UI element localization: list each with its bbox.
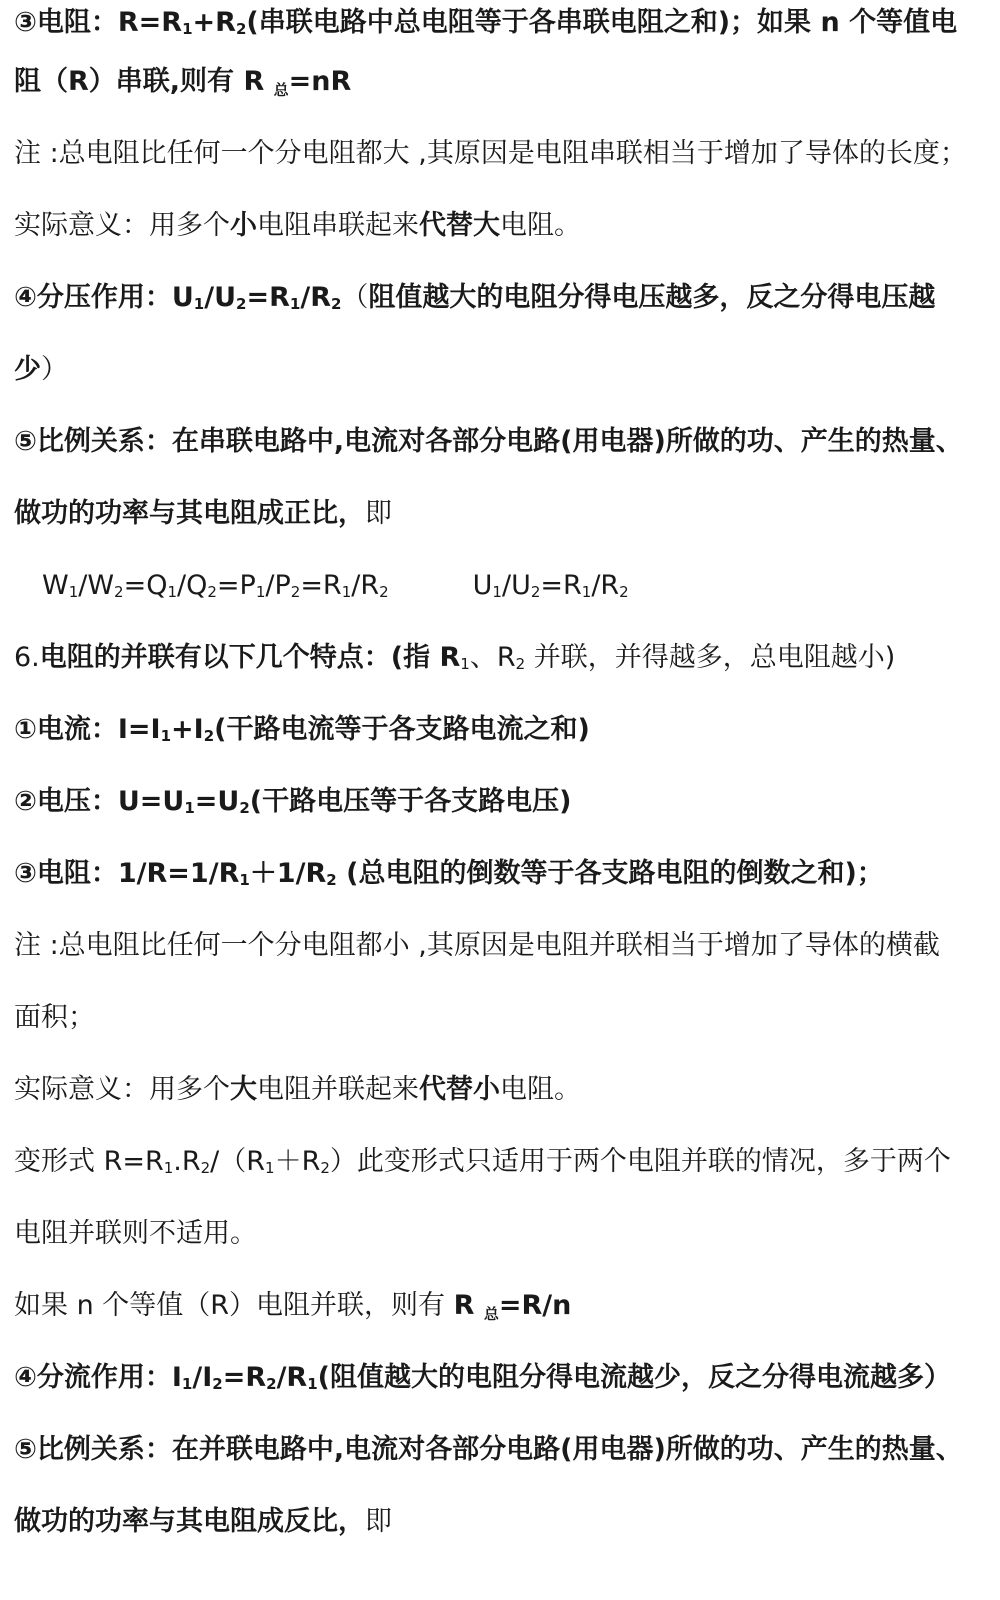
text: /U (204, 282, 237, 313)
parallel-resistance-line (14, 838, 986, 910)
text: 即 (365, 1506, 392, 1537)
subscript: 2 (235, 20, 247, 38)
text: ④分压作用：U (14, 282, 194, 313)
text: =P (216, 570, 256, 601)
text: ②电压：U=U (14, 786, 185, 817)
text: ①电流：I=I (14, 714, 161, 745)
subscript: 1 (460, 655, 470, 673)
series-note-line (14, 118, 986, 190)
text: =Q (123, 570, 168, 601)
text: ⑤比例关系：在并联电路中,电流对各部分电路(用电器)所做的功、产生的热量、 (14, 1434, 963, 1465)
text: 代替小 (419, 1074, 500, 1105)
subscript: 2 (236, 295, 247, 313)
text: 小 (230, 210, 257, 241)
text: ）此变形式只适用于两个电阻并联的情况，多于两个 (329, 1146, 951, 1177)
text: 电阻串联起来 (257, 210, 419, 241)
voltage-division-cont-line (14, 334, 986, 406)
text: W (42, 570, 69, 601)
series-formulas-line (14, 550, 986, 622)
text: 实际意义：用多个 (14, 210, 230, 241)
text: (串联电路中总电阻等于各串联电阻之和)；如果 n 个等值电 (246, 7, 958, 38)
subscript: 2 (320, 1159, 330, 1177)
text: /R (351, 570, 380, 601)
text: 实际意义：用多个 (14, 1074, 230, 1105)
text: +R (192, 7, 236, 38)
subscript: 1 (68, 583, 79, 601)
text: /I (192, 1362, 213, 1393)
text: 注 :总电阻比任何一个分电阻都小 ,其原因是电阻并联相当于增加了导体的横截 (14, 930, 940, 961)
text: /R (591, 570, 620, 601)
text: 电阻并联则不适用。 (14, 1218, 257, 1249)
text: （ (341, 282, 369, 313)
parallel-variant-formula-line (14, 1126, 986, 1198)
text: 变形式 R=R (14, 1146, 164, 1177)
text: /R (276, 1362, 308, 1393)
subscript: 2 (207, 583, 217, 601)
subscript: 1 (182, 20, 193, 38)
subscript: 1 (163, 1159, 174, 1177)
subscript: 2 (379, 583, 389, 601)
series-resistance-line (14, 0, 986, 46)
series-equal-resistors-line (14, 46, 986, 118)
parallel-proportion-line (14, 1414, 986, 1486)
text: /W (78, 570, 115, 601)
text: 阻值越大的电阻分得电压越多，反之分得电压越 (368, 282, 936, 313)
text: 大 (230, 1074, 257, 1105)
text: (指 R (390, 642, 461, 673)
text: ④分流作用：I (14, 1362, 182, 1393)
parallel-heading-line (14, 622, 986, 694)
text: /P (265, 570, 291, 601)
text: (干路电流等于各支路电流之和) (214, 714, 590, 745)
series-practical-meaning-line (14, 190, 986, 262)
text: 面积； (14, 1002, 95, 1033)
text: ） (41, 354, 68, 385)
subscript: 2 (200, 1159, 211, 1177)
subscript: 1 (193, 295, 205, 313)
subscript: 2 (114, 583, 124, 601)
text: 并联，并得越多，总电阻越小) (525, 642, 896, 673)
subscript: 1 (239, 871, 250, 889)
text: /Q (177, 570, 208, 601)
text: 电阻。 (500, 210, 581, 241)
text: .R (173, 1146, 201, 1177)
text: 注 :总电阻比任何一个分电阻都大 ,其原因是电阻串联相当于增加了导体的长度； (14, 138, 967, 169)
subscript: 1 (160, 727, 172, 745)
parallel-practical-meaning-line (14, 1054, 986, 1126)
voltage-division-line (14, 262, 986, 334)
parallel-note-cont-line (14, 982, 986, 1054)
subscript: 2 (619, 583, 629, 601)
parallel-variant-cont-line (14, 1198, 986, 1270)
text: =U (194, 786, 240, 817)
text: 如果 n 个等值（R）电阻并联，则有 (14, 1290, 454, 1321)
text: /R (300, 282, 331, 313)
subscript: 1 (255, 583, 266, 601)
subscript: 1 (492, 583, 502, 601)
subscript: 2 (266, 1375, 277, 1393)
parallel-equal-resistors-line (14, 1270, 986, 1342)
text: 、R (469, 642, 516, 673)
text: R (453, 1290, 484, 1321)
subscript: 总 (483, 1305, 499, 1323)
text: ③电阻：R=R (14, 7, 183, 38)
text: 电阻。 (500, 1074, 581, 1105)
parallel-current-line (14, 694, 986, 766)
text: 即 (365, 498, 392, 529)
text: (干路电压等于各支路电压) (249, 786, 572, 817)
subscript: 2 (212, 1375, 223, 1393)
current-division-line (14, 1342, 986, 1414)
text: 阻（R）串联,则有 R (14, 66, 274, 97)
subscript: 1 (289, 295, 301, 313)
text: ③电阻：1/R=1/R (14, 858, 240, 889)
text: =R (246, 282, 290, 313)
text: /（R (210, 1146, 266, 1177)
subscript: 1 (265, 1159, 275, 1177)
subscript: 1 (307, 1375, 318, 1393)
text: =nR (288, 66, 352, 97)
series-proportion-line (14, 406, 986, 478)
subscript: 1 (184, 799, 195, 817)
text: 做功的功率与其电阻成正比， (14, 498, 365, 529)
subscript: 1 (341, 583, 352, 601)
subscript: 2 (290, 583, 301, 601)
text: ⑤比例关系：在串联电路中,电流对各部分电路(用电器)所做的功、产生的热量、 (14, 426, 963, 457)
text: 电阻并联起来 (257, 1074, 419, 1105)
text: (阻值越大的电阻分得电流越少，反之分得电流越多） (317, 1362, 951, 1393)
subscript: 1 (181, 1375, 193, 1393)
text: 6. (14, 642, 40, 673)
text: +I (171, 714, 204, 745)
text: =R (222, 1362, 267, 1393)
text: 少 (14, 354, 41, 385)
text: =R/n (498, 1290, 572, 1321)
text: =R (540, 570, 582, 601)
text: U (472, 570, 493, 601)
series-proportion-cont-line (14, 478, 986, 550)
parallel-proportion-cont-line (14, 1486, 986, 1558)
text: =R (300, 570, 342, 601)
subscript: 1 (167, 583, 178, 601)
parallel-note-line (14, 910, 986, 982)
text: 电阻的并联有以下几个特点： (39, 642, 391, 673)
subscript: 2 (330, 295, 342, 313)
text: 做功的功率与其电阻成反比， (14, 1506, 365, 1537)
subscript: 总 (273, 81, 289, 99)
subscript: 2 (515, 655, 526, 673)
text: ＋1/R (249, 858, 327, 889)
text: /U (501, 570, 531, 601)
text: ＋R (274, 1146, 321, 1177)
text: 代替大 (419, 210, 500, 241)
subscript: 2 (239, 799, 250, 817)
subscript: 1 (581, 583, 592, 601)
parallel-voltage-line (14, 766, 986, 838)
text: (总电阻的倒数等于各支路电阻的倒数之和)； (336, 858, 884, 889)
subscript: 2 (530, 583, 541, 601)
subscript: 2 (203, 727, 215, 745)
subscript: 2 (326, 871, 337, 889)
